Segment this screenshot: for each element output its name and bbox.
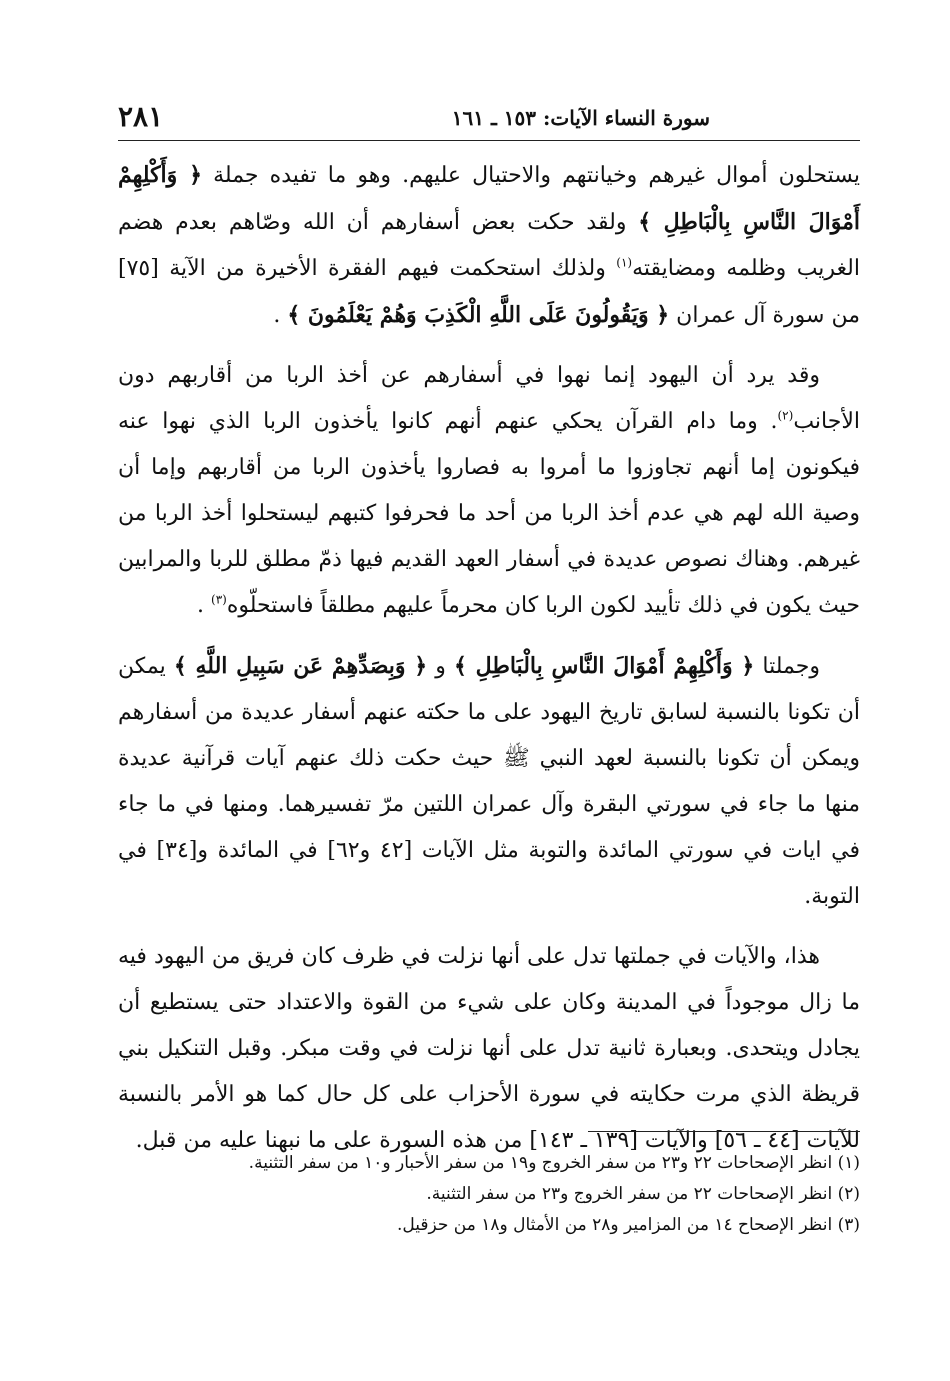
text-run: وقد يرد أن اليهود إنما نهوا في أسفارهم عن أخذ الربا من أقاربهم دون الأجانب: [118, 363, 860, 434]
text-run: ولذلك استحكمت فيهم الفقرة الأخيرة من الآية [٧٥] من سورة آل عمران: [118, 256, 860, 328]
text-run: . وما دام القرآن يحكي عنهم أنهم كانوا يأخذون الربا الذي نهوا عنه فيكونون إما أنهم تجاوزوا ما أمروا به فصاروا يأخذون الربا من أقاربهم وإما أن وصية الله لهم هي عدم أخذ الربا من أحد ما فحرفوا كتبهم ليستحلوا أخذ الربا من غيرهم. وهناك نصوص عديدة في أسفار العهد القديم فيها ذمّ مطلق للربا والمرابين حيث يكون في ذلك تأييد لكون الربا كان محرماً عليهم مطلقاً فاستحلّوه: [118, 409, 860, 618]
text-run: وجملتا: [754, 654, 820, 679]
quran-quote: ﴿ وَأَكْلِهِمْ أَمْوَالَ النَّاسِ بِالْبَاطِلِ ﴾: [454, 653, 755, 679]
page-number: ٢٨١: [118, 100, 164, 133]
paragraph-4: [118, 934, 860, 1164]
text-run: يستحلون أموال غيرهم وخيانتهم والاحتيال عليهم. وهو ما تفيده جملة: [201, 163, 860, 188]
quran-quote: ﴿ وَبِصَدِّهِمْ عَن سَبِيلِ اللَّهِ ﴾: [173, 653, 428, 679]
text-run: هذا، والآيات في جملتها تدل على أنها نزلت في ظرف كان فريق من اليهود فيه ما زال موجوداً في المدينة وكان على شيء من القوة والاعتداد حتى يستطيع أن يجادل ويتحدى. وبعبارة ثانية تدل على أنها نزلت في وقت مبكر. وقبل التنكيل بني قريظة الذي مرت حكايته في سورة الأحزاب على كل حال كما هو الأمر بالنسبة للآيات [٤٤ ـ ٥٦] والآيات [١٣٩ ـ ١٤٣] من هذه السورة على ما نبهنا عليه من قبل.: [118, 944, 861, 1153]
footnote-2: (٢) انظر الإصحاحات ٢٢ من سفر الخروج و٢٣ من سفر التثنية.: [426, 1184, 860, 1204]
page-header: [118, 100, 860, 141]
text-run: و: [427, 654, 455, 679]
footnote-divider: [588, 1131, 860, 1132]
footnote-ref: (٢): [777, 408, 794, 423]
text-run: .: [197, 593, 212, 618]
text-run: .: [273, 303, 288, 328]
paragraph-3: [118, 643, 860, 920]
main-text: [118, 152, 860, 1178]
footnote-3: (٣) انظر الإصحاح ١٤ من المزامير و٢٨ من الأمثال و١٨ من حزقيل.: [396, 1215, 860, 1235]
text-run: يمكن أن تكونا بالنسبة لسابق تاريخ اليهود على ما حكته عنهم أسفار عديدة من أسفارهم ويمكن أن تكونا بالنسبة لعهد النبي ﷺ حيث حكت ذلك عنهم آيات قرآنية عديدة منها ما جاء في سورتي البقرة وآل عمران اللتين مرّ تفسيرهما. ومنها في ما جاء في ايات في سورتي المائدة والتوبة مثل الآيات [٤٢ و٦٢] في المائدة و[٣٤] في التوبة.: [118, 654, 861, 909]
running-title: سورة النساء الآيات: ١٥٣ ـ ١٦١: [451, 106, 710, 130]
quran-quote: ﴿ وَيَقُولُونَ عَلَى اللَّهِ الْكَذِبَ وَهُمْ يَعْلَمُونَ ﴾: [287, 302, 670, 328]
paragraph-1: [118, 152, 860, 339]
text-run: ولقد حكت بعض أسفارهم أن الله وصّاهم بعدم هضم الغريب وظلمه ومضايقته: [118, 210, 860, 281]
paragraph-2: [118, 353, 860, 629]
footnote-1: (١) انظر الإصحاحات ٢٢ و٢٣ من سفر الخروج و١٩ من سفر الأحبار و١٠ من سفر التثنية.: [248, 1153, 860, 1173]
footnotes: [118, 1148, 860, 1241]
quran-quote: ﴿ وَأَكْلِهِمْ أَمْوَالَ النَّاسِ بِالْبَاطِلِ ﴾: [118, 162, 860, 235]
footnote-ref: (٣): [211, 592, 227, 607]
footnote-ref: (١): [616, 255, 633, 270]
